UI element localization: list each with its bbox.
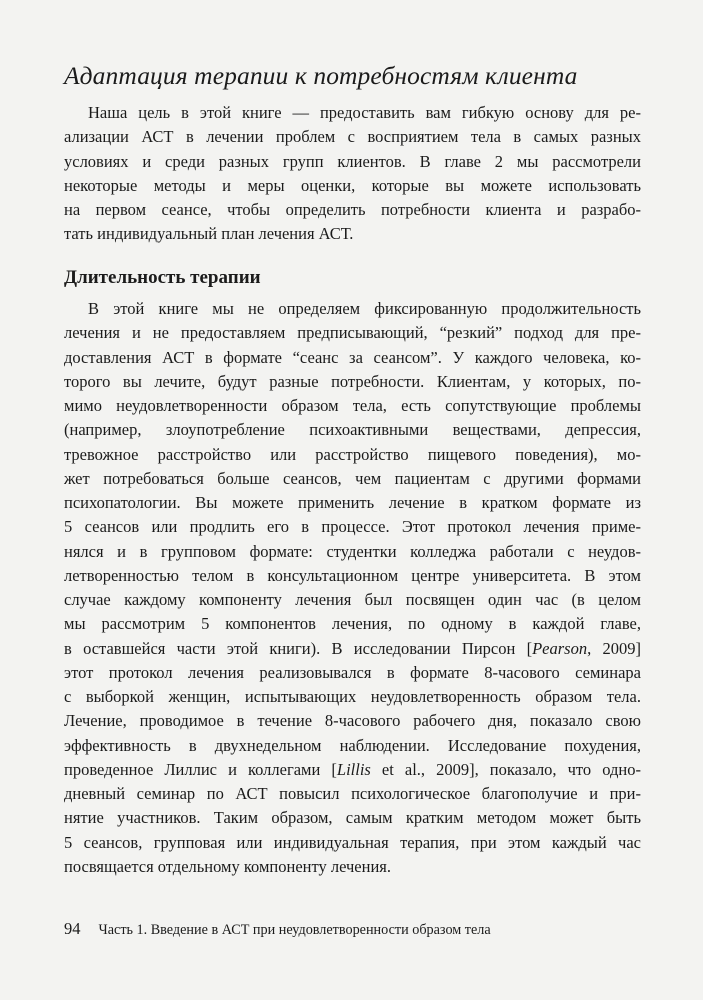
text-line: мы рассмотрим 5 компонентов лечения, по одному в каждой главе,	[64, 614, 641, 634]
text-line: 5 сеансов или продлить его в процессе. Этот протокол лечения приме-	[64, 517, 641, 537]
text-line: торого вы лечите, будут разные потребности. Клиентам, у которых, по-	[64, 371, 641, 391]
citation-author: Pearson	[532, 638, 588, 658]
text-line-with-citation	[64, 758, 641, 782]
citation-author: Lillis	[336, 759, 371, 779]
text-line: лечения и не предоставляем предписывающий, “резкий” подход для пре-	[64, 323, 641, 343]
text-line: мимо неудовлетворенности образом тела, есть сопутствующие проблемы	[64, 396, 641, 415]
text-line: жет потребоваться больше сеансов, чем пациентам с другими формами	[64, 468, 641, 488]
text-line: эффективность в двухнедельном наблюдении. Исследование похудения,	[64, 735, 641, 755]
text-line: на первом сеансе, чтобы определить потребности клиента и разрабо-	[64, 200, 641, 219]
text-line: ализации АСТ в лечении проблем с восприятием тела в самых разных	[64, 127, 641, 147]
text-line: нятие участников. Таким образом, самым кратким методом может быть	[64, 808, 641, 828]
page-footer	[64, 919, 491, 940]
text-line: 5 сеансов, групповая или индивидуальная терапия, при этом каждый час	[64, 832, 641, 852]
text-line: Наша цель в этой книге — предоставить вам гибкую основу для ре-	[88, 103, 641, 122]
text-line-with-citation	[64, 637, 641, 661]
text-line: В этой книге мы не определяем фиксированную продолжительность	[88, 299, 641, 318]
text-line: психопатологии. Вы можете применить лечение в кратком формате из	[64, 493, 641, 512]
text-fragment: проведенное Лиллис и коллегами [	[64, 759, 337, 779]
text-line: Лечение, проводимое в течение 8-часового рабочего дня, показало свою	[64, 711, 641, 731]
section-title: Адаптация терапии к потребностям клиента	[64, 61, 578, 90]
page-number: 94	[64, 919, 81, 938]
text-line: тревожное расстройство или расстройство пищевого поведения), мо-	[64, 444, 641, 464]
text-fragment: в оставшейся части этой книги). В исследовании Пирсон [	[64, 638, 533, 658]
paragraph-duration	[64, 297, 641, 879]
text-line: случае каждому компоненту лечения был посвящен один час (в целом	[64, 590, 641, 609]
subsection-title: Длительность терапии	[64, 267, 261, 288]
text-line: тать индивидуальный план лечения АСТ.	[64, 224, 354, 244]
running-title: Часть 1. Введение в АСТ при неудовлетворенности образом тела	[98, 922, 491, 938]
text-line: нялся и в групповом формате: студентки колледжа работали с неудов-	[64, 541, 641, 561]
paragraph-intro	[64, 101, 641, 247]
citation-year: , 2009]	[587, 638, 641, 658]
text-line: летворенностью телом в консультационном центре университета. В этом	[64, 565, 641, 585]
text-line: с выборкой женщин, испытывающих неудовлетворенность образом тела.	[64, 687, 641, 706]
text-line: этот протокол лечения реализовывался в формате 8-часового семинара	[64, 662, 641, 682]
text-line: посвящается отдельному компоненту лечения.	[64, 856, 391, 876]
text-line: доставления АСТ в формате “сеанс за сеансом”. У каждого человека, ко-	[64, 347, 641, 367]
text-line: (например, злоупотребление психоактивными веществами, депрессия,	[64, 420, 641, 440]
citation-rest: et al., 2009], показало, что одно-	[370, 759, 641, 779]
text-line: дневный семинар по АСТ повысил психологическое благополучие и при-	[64, 784, 641, 803]
text-line: условиях и среди разных групп клиентов. В главе 2 мы рассмотрели	[64, 151, 641, 171]
text-line: некоторые методы и меры оценки, которые вы можете использовать	[64, 175, 641, 195]
